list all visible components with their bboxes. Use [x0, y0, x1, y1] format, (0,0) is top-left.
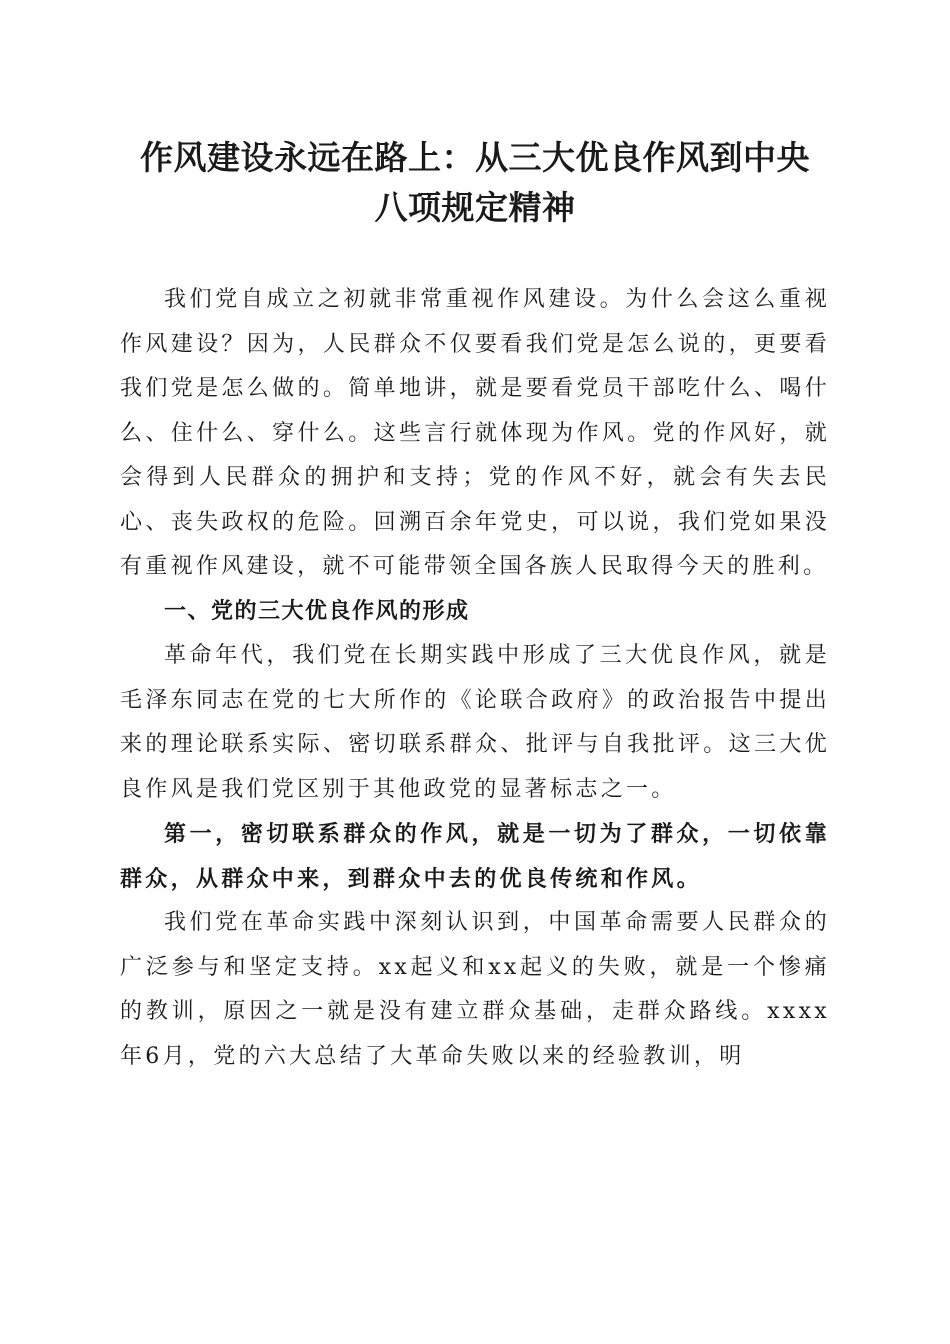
section-heading: 一、党的三大优良作风的形成 [164, 598, 470, 624]
document-body [120, 278, 830, 1079]
document-title [80, 133, 870, 233]
mass-line-paragraph: 第一，密切联系群众的作风，就是一切为了群众，一切依靠群众，从群众中来，到群众中去的优良传统和作风。 [120, 821, 830, 892]
three-styles-paragraph: 革命年代，我们党在长期实践中形成了三大优良作风，就是毛泽东同志在党的七大所作的《论联合政府》的政治报告中提出来的理论联系实际、密切联系群众、批评与自我批评。这三大优良作风是我们党区别于其他政党的显著标志之一。 [120, 643, 830, 802]
revolution-practice-paragraph: 我们党在革命实践中深刻认识到，中国革命需要人民群众的广泛参与和坚定支持。xx起义和xx起义的失败，就是一个惨痛的教训，原因之一就是没有建立群众基础，走群众路线。xxxx年6月，党的六大总结了大革命失败以来的经验教训，明 [120, 910, 830, 1069]
intro-paragraph: 我们党自成立之初就非常重视作风建设。为什么会这么重视作风建设？因为，人民群众不仅要看我们党是怎么说的，更要看我们党是怎么做的。简单地讲，就是要看党员干部吃什么、喝什么、住什么、穿什么。这些言行就体现为作风。党的作风好，就会得到人民群众的拥护和支持；党的作风不好，就会有失去民心、丧失政权的危险。回溯百余年党史，可以说，我们党如果没有重视作风建设，就不可能带领全国各族人民取得今天的胜利。 [120, 287, 830, 579]
title-line-2: 八项规定精神 [374, 188, 576, 227]
title-line-1: 作风建设永远在路上：从三大优良作风到中央 [140, 138, 810, 177]
